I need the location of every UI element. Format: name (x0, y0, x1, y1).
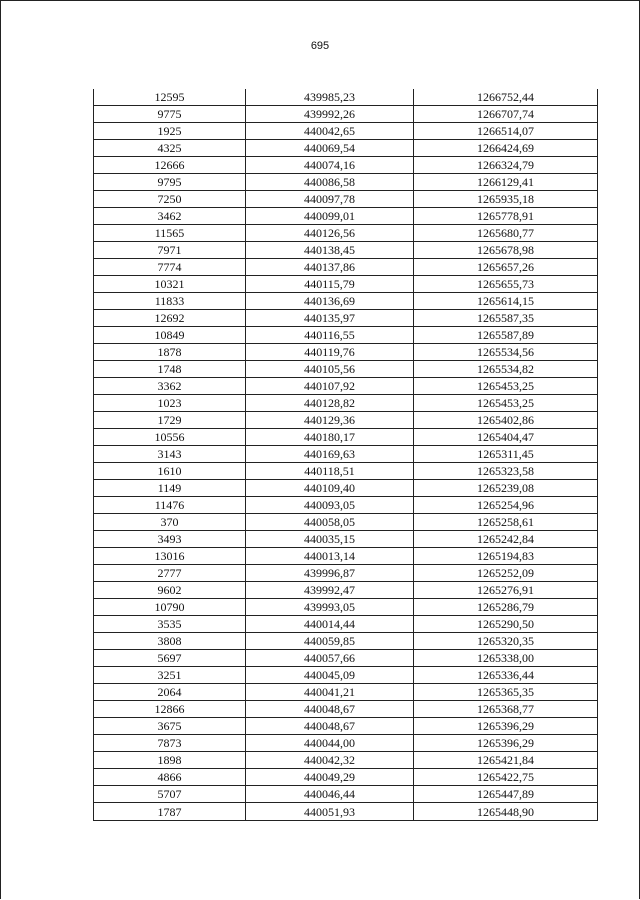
point-number-cell: 3808 (94, 633, 246, 650)
y-coordinate-cell: 1265242,84 (414, 531, 598, 548)
y-coordinate-cell: 1265396,29 (414, 735, 598, 752)
table-row (94, 497, 598, 514)
table-row (94, 310, 598, 327)
y-coordinate-cell: 1266324,79 (414, 157, 598, 174)
table-row (94, 225, 598, 242)
table-row (94, 633, 598, 650)
y-coordinate-cell: 1265365,35 (414, 684, 598, 701)
point-number-cell: 3493 (94, 531, 246, 548)
table-row (94, 480, 598, 497)
x-coordinate-cell: 439992,47 (246, 582, 414, 599)
y-coordinate-cell: 1265935,18 (414, 191, 598, 208)
table-row (94, 157, 598, 174)
point-number-cell: 9795 (94, 174, 246, 191)
table-row (94, 684, 598, 701)
point-number-cell: 1729 (94, 412, 246, 429)
x-coordinate-cell: 440109,40 (246, 480, 414, 497)
table-row (94, 582, 598, 599)
x-coordinate-cell: 440136,69 (246, 293, 414, 310)
x-coordinate-cell: 440169,63 (246, 446, 414, 463)
y-coordinate-cell: 1265422,75 (414, 769, 598, 786)
point-number-cell: 7971 (94, 242, 246, 259)
table-row (94, 242, 598, 259)
point-number-cell: 2064 (94, 684, 246, 701)
table-row (94, 531, 598, 548)
y-coordinate-cell: 1265447,89 (414, 786, 598, 803)
x-coordinate-cell: 440057,66 (246, 650, 414, 667)
x-coordinate-cell: 440115,79 (246, 276, 414, 293)
point-number-cell: 7873 (94, 735, 246, 752)
x-coordinate-cell: 440042,65 (246, 123, 414, 140)
x-coordinate-cell: 440014,44 (246, 616, 414, 633)
point-number-cell: 3143 (94, 446, 246, 463)
x-coordinate-cell: 440099,01 (246, 208, 414, 225)
y-coordinate-cell: 1265276,91 (414, 582, 598, 599)
table-row (94, 395, 598, 412)
y-coordinate-cell: 1265678,98 (414, 242, 598, 259)
point-number-cell: 1023 (94, 395, 246, 412)
table-row (94, 276, 598, 293)
x-coordinate-cell: 440128,82 (246, 395, 414, 412)
point-number-cell: 1787 (94, 803, 246, 821)
y-coordinate-cell: 1265655,73 (414, 276, 598, 293)
point-number-cell: 3251 (94, 667, 246, 684)
y-coordinate-cell: 1265587,35 (414, 310, 598, 327)
y-coordinate-cell: 1265614,15 (414, 293, 598, 310)
x-coordinate-cell: 440116,55 (246, 327, 414, 344)
point-number-cell: 1610 (94, 463, 246, 480)
table-row (94, 701, 598, 718)
x-coordinate-cell: 440045,09 (246, 667, 414, 684)
coordinates-table (93, 89, 598, 821)
point-number-cell: 4866 (94, 769, 246, 786)
y-coordinate-cell: 1265336,44 (414, 667, 598, 684)
y-coordinate-cell: 1265258,61 (414, 514, 598, 531)
y-coordinate-cell: 1265587,89 (414, 327, 598, 344)
point-number-cell: 3675 (94, 718, 246, 735)
table-row (94, 514, 598, 531)
y-coordinate-cell: 1265338,00 (414, 650, 598, 667)
y-coordinate-cell: 1265254,96 (414, 497, 598, 514)
x-coordinate-cell: 440180,17 (246, 429, 414, 446)
y-coordinate-cell: 1265323,58 (414, 463, 598, 480)
point-number-cell: 4325 (94, 140, 246, 157)
table-row (94, 174, 598, 191)
point-number-cell: 11833 (94, 293, 246, 310)
point-number-cell: 12692 (94, 310, 246, 327)
point-number-cell: 1748 (94, 361, 246, 378)
table-row (94, 429, 598, 446)
x-coordinate-cell: 440119,76 (246, 344, 414, 361)
table-row (94, 89, 598, 106)
coordinates-table-body (94, 89, 598, 821)
table-row (94, 548, 598, 565)
x-coordinate-cell: 440046,44 (246, 786, 414, 803)
point-number-cell: 10321 (94, 276, 246, 293)
point-number-cell: 12666 (94, 157, 246, 174)
y-coordinate-cell: 1265534,82 (414, 361, 598, 378)
x-coordinate-cell: 440093,05 (246, 497, 414, 514)
x-coordinate-cell: 440107,92 (246, 378, 414, 395)
table-row (94, 327, 598, 344)
y-coordinate-cell: 1266707,74 (414, 106, 598, 123)
y-coordinate-cell: 1265453,25 (414, 395, 598, 412)
point-number-cell: 10556 (94, 429, 246, 446)
point-number-cell: 10790 (94, 599, 246, 616)
table-row (94, 361, 598, 378)
y-coordinate-cell: 1265453,25 (414, 378, 598, 395)
point-number-cell: 1898 (94, 752, 246, 769)
y-coordinate-cell: 1265320,35 (414, 633, 598, 650)
point-number-cell: 5707 (94, 786, 246, 803)
point-number-cell: 1925 (94, 123, 246, 140)
table-row (94, 786, 598, 803)
table-row (94, 616, 598, 633)
y-coordinate-cell: 1265402,86 (414, 412, 598, 429)
point-number-cell: 9602 (94, 582, 246, 599)
y-coordinate-cell: 1266752,44 (414, 89, 598, 106)
table-row (94, 650, 598, 667)
table-row (94, 446, 598, 463)
x-coordinate-cell: 440058,05 (246, 514, 414, 531)
point-number-cell: 3462 (94, 208, 246, 225)
point-number-cell: 370 (94, 514, 246, 531)
x-coordinate-cell: 440013,14 (246, 548, 414, 565)
y-coordinate-cell: 1265396,29 (414, 718, 598, 735)
table-row (94, 208, 598, 225)
x-coordinate-cell: 440118,51 (246, 463, 414, 480)
y-coordinate-cell: 1265368,77 (414, 701, 598, 718)
table-row (94, 565, 598, 582)
table-row (94, 735, 598, 752)
x-coordinate-cell: 440059,85 (246, 633, 414, 650)
x-coordinate-cell: 440126,56 (246, 225, 414, 242)
y-coordinate-cell: 1265311,45 (414, 446, 598, 463)
table-row (94, 803, 598, 821)
y-coordinate-cell: 1265286,79 (414, 599, 598, 616)
y-coordinate-cell: 1265290,50 (414, 616, 598, 633)
y-coordinate-cell: 1266514,07 (414, 123, 598, 140)
x-coordinate-cell: 440105,56 (246, 361, 414, 378)
table-row (94, 140, 598, 157)
y-coordinate-cell: 1265252,09 (414, 565, 598, 582)
table-row (94, 259, 598, 276)
table-row (94, 599, 598, 616)
x-coordinate-cell: 440035,15 (246, 531, 414, 548)
y-coordinate-cell: 1266129,41 (414, 174, 598, 191)
y-coordinate-cell: 1265657,26 (414, 259, 598, 276)
x-coordinate-cell: 440048,67 (246, 718, 414, 735)
x-coordinate-cell: 440097,78 (246, 191, 414, 208)
x-coordinate-cell: 440049,29 (246, 769, 414, 786)
point-number-cell: 1149 (94, 480, 246, 497)
x-coordinate-cell: 440044,00 (246, 735, 414, 752)
x-coordinate-cell: 439992,26 (246, 106, 414, 123)
x-coordinate-cell: 440137,86 (246, 259, 414, 276)
y-coordinate-cell: 1265534,56 (414, 344, 598, 361)
point-number-cell: 7774 (94, 259, 246, 276)
point-number-cell: 3362 (94, 378, 246, 395)
x-coordinate-cell: 440051,93 (246, 803, 414, 821)
point-number-cell: 9775 (94, 106, 246, 123)
x-coordinate-cell: 439985,23 (246, 89, 414, 106)
table-row (94, 463, 598, 480)
y-coordinate-cell: 1266424,69 (414, 140, 598, 157)
table-row (94, 293, 598, 310)
point-number-cell: 13016 (94, 548, 246, 565)
table-row (94, 412, 598, 429)
x-coordinate-cell: 440042,32 (246, 752, 414, 769)
page-number: 695 (310, 40, 330, 52)
y-coordinate-cell: 1265239,08 (414, 480, 598, 497)
x-coordinate-cell: 440074,16 (246, 157, 414, 174)
point-number-cell: 11565 (94, 225, 246, 242)
x-coordinate-cell: 440041,21 (246, 684, 414, 701)
x-coordinate-cell: 439993,05 (246, 599, 414, 616)
point-number-cell: 12595 (94, 89, 246, 106)
table-row (94, 378, 598, 395)
x-coordinate-cell: 440048,67 (246, 701, 414, 718)
x-coordinate-cell: 440069,54 (246, 140, 414, 157)
x-coordinate-cell: 440129,36 (246, 412, 414, 429)
y-coordinate-cell: 1265421,84 (414, 752, 598, 769)
y-coordinate-cell: 1265194,83 (414, 548, 598, 565)
x-coordinate-cell: 440135,97 (246, 310, 414, 327)
point-number-cell: 1878 (94, 344, 246, 361)
table-row (94, 667, 598, 684)
y-coordinate-cell: 1265680,77 (414, 225, 598, 242)
table-row (94, 123, 598, 140)
x-coordinate-cell: 440138,45 (246, 242, 414, 259)
point-number-cell: 3535 (94, 616, 246, 633)
table-row (94, 752, 598, 769)
point-number-cell: 10849 (94, 327, 246, 344)
point-number-cell: 12866 (94, 701, 246, 718)
point-number-cell: 2777 (94, 565, 246, 582)
point-number-cell: 7250 (94, 191, 246, 208)
point-number-cell: 11476 (94, 497, 246, 514)
table-row (94, 106, 598, 123)
x-coordinate-cell: 440086,58 (246, 174, 414, 191)
y-coordinate-cell: 1265448,90 (414, 803, 598, 821)
y-coordinate-cell: 1265778,91 (414, 208, 598, 225)
table-row (94, 769, 598, 786)
y-coordinate-cell: 1265404,47 (414, 429, 598, 446)
table-row (94, 718, 598, 735)
point-number-cell: 5697 (94, 650, 246, 667)
x-coordinate-cell: 439996,87 (246, 565, 414, 582)
table-row (94, 344, 598, 361)
table-row (94, 191, 598, 208)
